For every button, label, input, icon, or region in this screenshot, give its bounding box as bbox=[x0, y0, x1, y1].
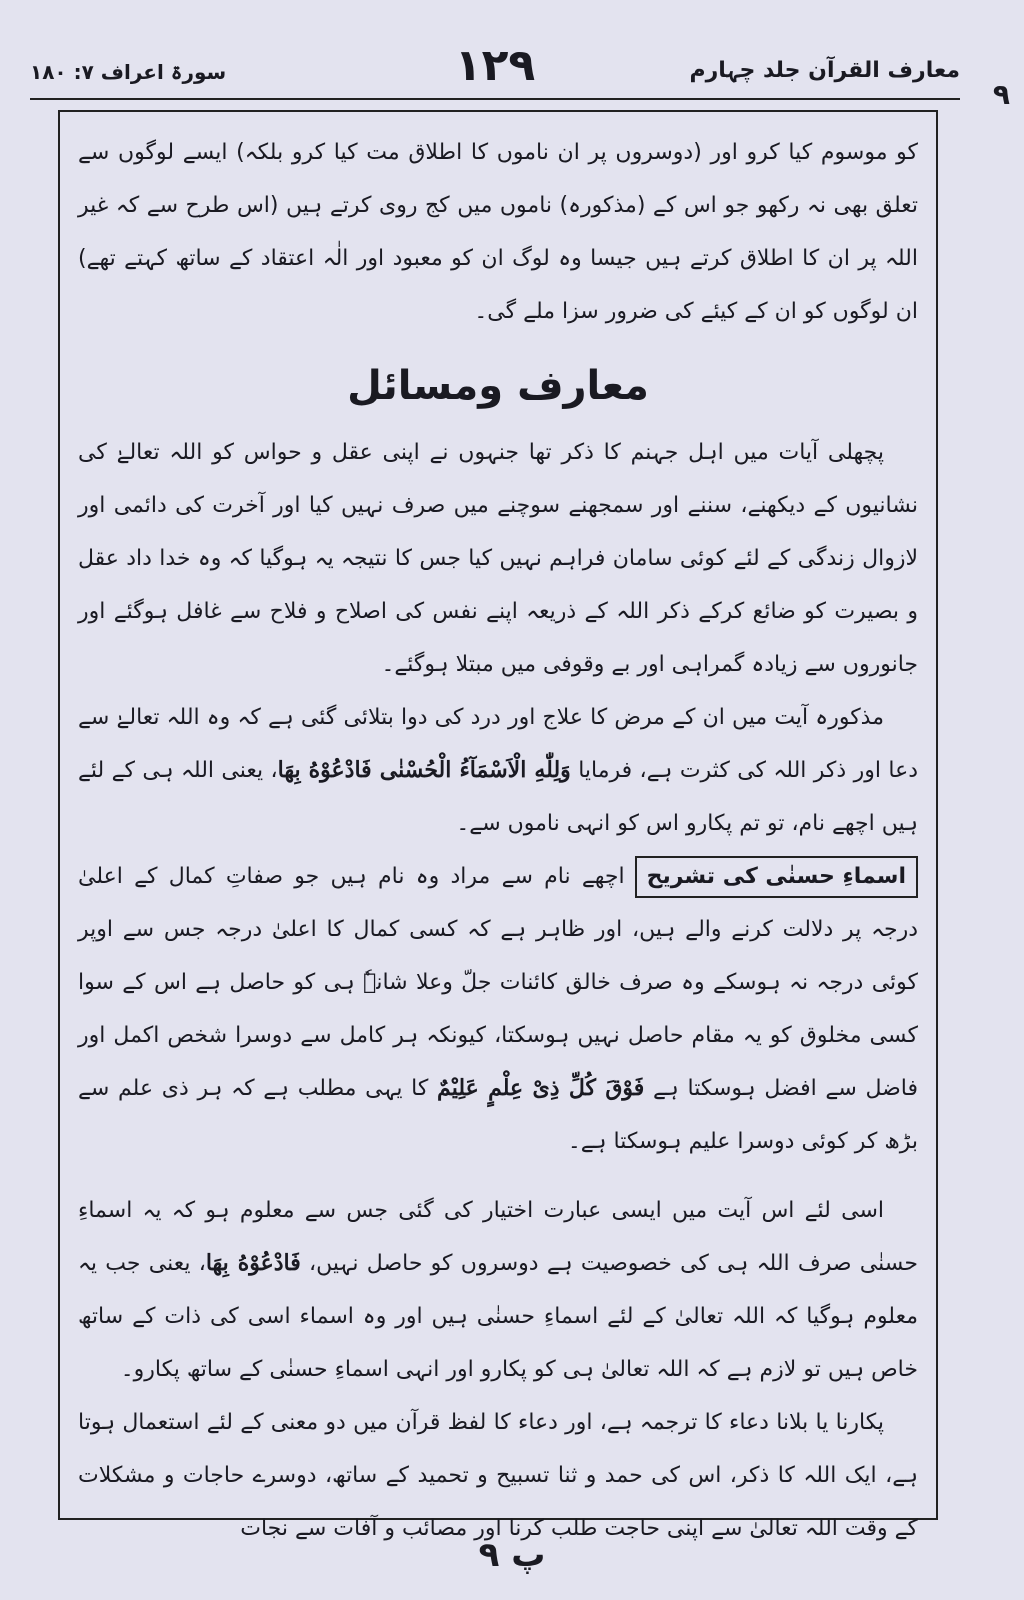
header-rule bbox=[30, 98, 960, 100]
page-number: ۱۲۹ bbox=[454, 40, 536, 91]
arabic-short: فَادْعُوْهُ بِهَا bbox=[205, 1250, 301, 1276]
closing-text-1: اسی لئے اس آیت میں ایسی عبارت اختیار کی گئی جس سے معلوم ہو کہ یہ اسماءِ حسنٰی صرف اللہ ہی کی خصوصیت ہے دوسروں کو حاصل نہیں، bbox=[78, 1198, 918, 1276]
closing-text-1b: ، یعنی جب یہ معلوم ہوگیا کہ اللہ تعالیٰ کے لئے اسماءِ حسنٰی ہیں اور وہ اسماء اسی کی ذات کے ساتھ خاص ہیں تو لازم ہے کہ اللہ تعالیٰ ہی کو پکارو اور انہی اسماءِ حسنٰی کے ساتھ پکارو۔ bbox=[78, 1251, 918, 1382]
intro-paragraph: کو موسوم کیا کرو اور (دوسروں پر ان ناموں کا اطلاق مت کیا کرو بلکہ) ایسے لوگوں سے تعلق بھی نہ رکھو جو اس کے (مذکورہ) ناموں میں کج روی کرتے ہیں (اس طرح سے کہ غیر اللہ پر ان کا اطلاق کرتے ہیں جیسا وہ لوگ ان کو معبود اور الٰہ اعتقاد کے ساتھ کہتے تھے) ان لوگوں کو ان کے کیئے کی ضرور سزا ملے گی۔ bbox=[78, 140, 918, 324]
verse-explanation: ، یعنی اللہ ہی کے لئے ہیں اچھے نام، تو تم پکارو اس کو انہی ناموں سے۔ bbox=[78, 758, 918, 836]
asma-paragraph bbox=[78, 850, 918, 1168]
page-header bbox=[30, 40, 960, 100]
spacer bbox=[78, 1168, 918, 1184]
paragraph-1: پچھلی آیات میں اہل جہنم کا ذکر تھا جنہوں نے اپنی عقل و حواس کو اللہ تعالےٰ کی نشانیوں کے دیکھنے، سننے اور سمجھنے سوچنے میں صرف نہیں کیا اور آخرت کی دائمی اور لازوال زندگی کے لئے کوئی سامان فراہم نہیں کیا جس کا نتیجہ یہ ہوگیا کہ وہ خدا داد عقل و بصیرت کو ضائع کرکے ذکر اللہ کے ذریعہ اپنے نفس کی اصلاح و فلاح سے غافل ہوگئے اور جانوروں سے زیادہ گمراہی اور بے وقوفی میں مبتلا ہوگئے۔ bbox=[78, 440, 918, 677]
book-title: معارف القرآن جلد چہارم bbox=[689, 58, 960, 83]
phrase-explanation: کا یہی مطلب ہے کہ ہر ذی علم سے بڑھ کر کوئی دوسرا علیم ہوسکتا ہے۔ bbox=[78, 1076, 918, 1154]
margin-marker: ۹ bbox=[992, 78, 1010, 111]
paragraph-2 bbox=[78, 691, 918, 850]
closing-paragraph-1 bbox=[78, 1184, 918, 1396]
text-frame bbox=[58, 110, 938, 1541]
surah-reference: سورۃ اعراف ۷: ۱۸۰ bbox=[30, 60, 227, 84]
footer-marker: پ ۹ bbox=[478, 1535, 546, 1575]
section-title: معارف ومسائل bbox=[347, 363, 649, 409]
arabic-verse: وَلِلّٰهِ الْاَسْمَآءُ الْحُسْنٰى فَادْعُوْهُ بِهَا bbox=[277, 757, 571, 783]
closing-paragraph-2: پکارنا یا بلانا دعاء کا ترجمہ ہے، اور دعاء کا لفظ قرآن میں دو معنی کے لئے استعمال ہوتا ہے، ایک اللہ کا ذکر، اس کی حمد و ثنا تسبیح و تحمید کے ساتھ، دوسرے حاجات و مشکلات کے وقت اللہ تعالیٰ سے اپنی حاجت طلب کرنا اور مصائب و آفات سے نجات bbox=[78, 1410, 918, 1541]
sub-heading-box: اسماءِ حسنٰی کی تشریح bbox=[635, 856, 918, 898]
asma-text: اچھے نام سے مراد وہ نام ہیں جو صفاتِ کمال کے اعلیٰ درجہ پر دلالت کرنے والے ہیں، اور ظاہر ہے کہ کسی کمال کا اعلیٰ درجہ جس سے اوپر کوئی درجہ نہ ہوسکے وہ صرف خالق کائنات جلّ وعلا شانہٗ ہی کو حاصل ہے اس کے سوا کسی مخلوق کو یہ مقام حاصل نہیں ہوسکتا، کیونکہ ہر کامل سے دوسرا شخص اکمل اور فاضل سے افضل ہوسکتا ہے bbox=[78, 864, 919, 1101]
arabic-phrase: فَوْقَ كُلِّ ذِىْ عِلْمٍ عَلِيْمٌ bbox=[437, 1075, 645, 1101]
paragraph-2-text: مذکورہ آیت میں ان کے مرض کا علاج اور درد کی دوا بتلائی گئی ہے کہ وہ اللہ تعالےٰ سے دعا اور ذکر اللہ کی کثرت ہے، فرمایا bbox=[78, 705, 918, 783]
